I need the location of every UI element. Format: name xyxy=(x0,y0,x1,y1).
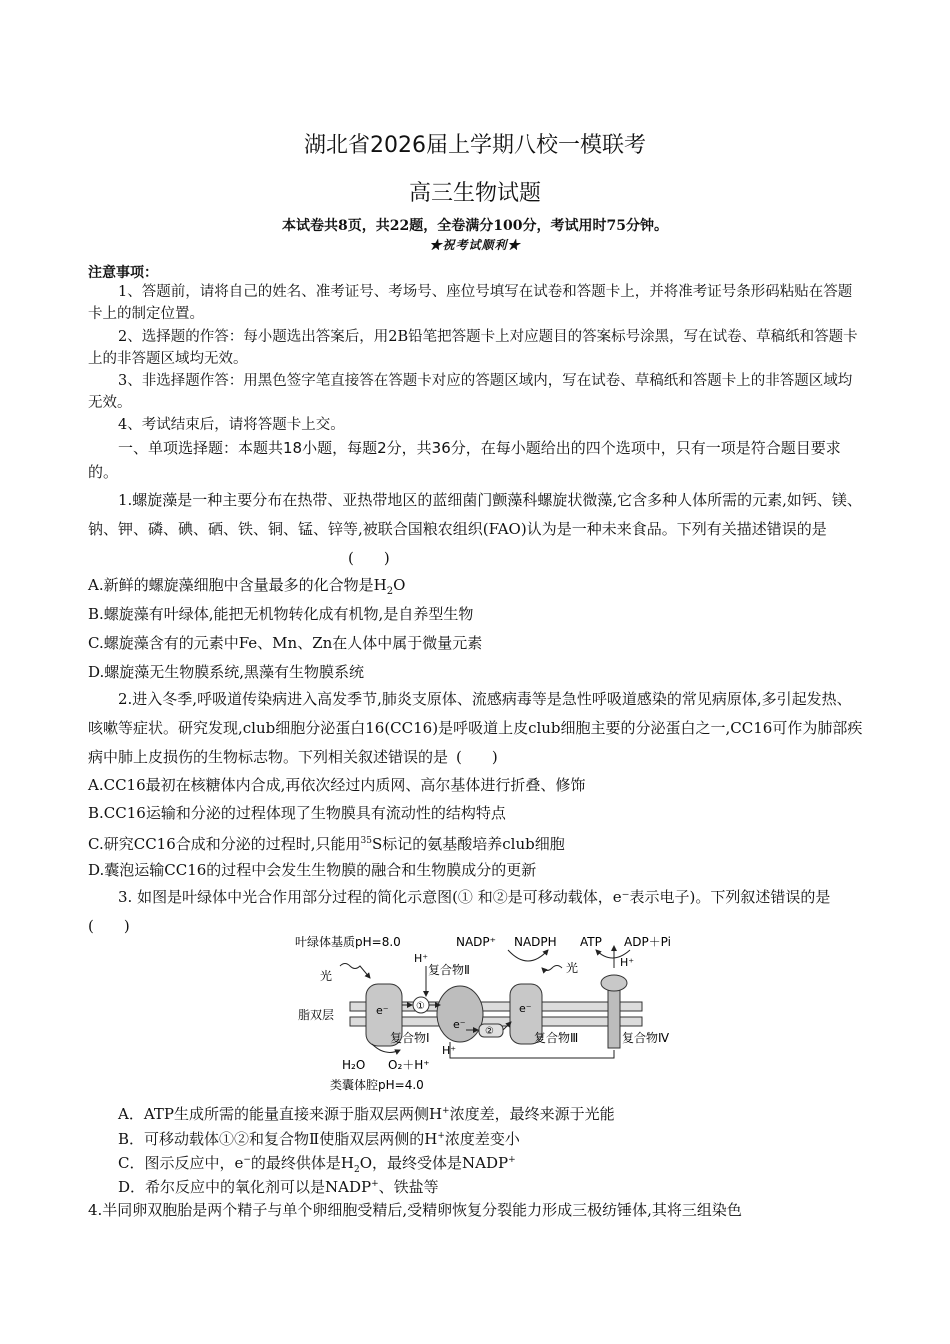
carrier-2-label: ② xyxy=(485,1026,494,1037)
question-2-stem xyxy=(88,685,863,772)
q1-option-a: A.新鲜的螺旋藻细胞中含量最多的化合物是$H_2O$ xyxy=(88,576,406,597)
section-text: 本题共18小题，每题2分，共36分，在每小题给出的四个选项中，只有一项是符合题目要求的。 xyxy=(88,439,841,481)
nadph-label: NADPH xyxy=(514,935,557,949)
complex-4-label: 复合物Ⅳ xyxy=(622,1031,670,1045)
good-luck-line: ★祝考试顺利★ xyxy=(429,238,521,252)
note-item-2: 2、选择题的作答：每小题选出答案后，用2B铅笔把答题卡上对应题目的答案标号涂黑，写在试卷、草稿纸和答题卡上的非答题区域均无效。 xyxy=(88,329,858,367)
q3-option-c: C．图示反应中，e−的最终供体是$H_2O$，最终受体是NADP+ xyxy=(118,1154,516,1175)
question-3-stem: 3. 如图是叶绿体中光合作用部分过程的简化示意图(① 和②是可移动载体，e⁻表示电子)。下列叙述错误的是( ) xyxy=(88,888,831,935)
complex-1-label: 复合物Ⅰ xyxy=(390,1031,430,1045)
section-heading xyxy=(88,436,863,484)
carrier-1-label: ① xyxy=(416,1001,425,1012)
proton-label-lumen: H⁺ xyxy=(442,1044,457,1057)
electron-label-3: e⁻ xyxy=(519,1002,532,1015)
q1-option-c: C.螺旋藻含有的元素中Fe、Mn、Zn在人体中属于微量元素 xyxy=(88,634,483,652)
question-1-stem xyxy=(88,486,863,573)
nadp-label: NADP⁺ xyxy=(456,935,496,949)
answer-paren-1: ( ) xyxy=(348,549,390,567)
stroma-label: 叶绿体基质pH=8.0 xyxy=(295,935,401,949)
exam-title: 湖北省2026届上学期八校一模联考 xyxy=(304,133,646,158)
complex-2-shape xyxy=(437,986,483,1042)
notes-title: 注意事项： xyxy=(88,265,158,281)
q2-option-c: C.研究CC16合成和分泌的过程时,只能用$^{35}$S标记的氨基酸培养club细胞 xyxy=(88,835,565,853)
light-arrow-1 xyxy=(340,964,370,979)
q1-option-b: B.螺旋藻有叶绿体,能把无机物转化成有机物,是自养型生物 xyxy=(88,605,474,623)
light-arrow-2 xyxy=(542,966,562,971)
q2-option-a: A.CC16最初在核糖体内合成,再依次经过内质网、高尔基体进行折叠、修饰 xyxy=(88,776,586,794)
light-label-1: 光 xyxy=(320,969,333,983)
q1-option-d: D.螺旋藻无生物膜系统,黑藻有生物膜系统 xyxy=(88,663,365,681)
exam-subtitle: 高三生物试题 xyxy=(408,181,541,206)
proton-label-top: H⁺ xyxy=(414,952,429,965)
exam-meta: 本试卷共8页，共22题，全卷满分100分，考试用时75分钟。 xyxy=(282,218,668,234)
electron-label-1: e⁻ xyxy=(376,1004,389,1017)
question-4-stem: 4.半同卵双胞胎是两个精子与单个卵细胞受精后,受精卵恢复分裂能力形成三极纺锤体,其将三组染色 xyxy=(88,1201,742,1219)
complex-3-label: 复合物Ⅲ xyxy=(534,1031,579,1045)
electron-label-2: e⁻ xyxy=(453,1018,466,1031)
photosynthesis-diagram xyxy=(290,932,690,1094)
question-2-text: 2.进入冬季,呼吸道传染病进入高发季节,肺炎支原体、流感病毒等是急性呼吸道感染的常见病原体,多引起发热、咳嗽等症状。研究发现,club细胞分泌蛋白16(CC16)是呼吸道上皮club细胞主要的分泌蛋白之一,CC16可作为肺部疾病中肺上皮损伤的生物标志物。下列相关叙述错误的是 xyxy=(88,690,863,766)
q3-option-d: D．希尔反应中的氧化剂可以是NADP+、铁盐等 xyxy=(118,1178,439,1196)
q3-option-a: A．ATP生成所需的能量直接来源于脂双层两侧H+浓度差，最终来源于光能 xyxy=(118,1105,615,1123)
water-label: H₂O xyxy=(342,1058,366,1072)
complex-4-stalk xyxy=(608,990,620,1048)
section-label: 一、单项选择题： xyxy=(118,439,239,457)
q2-option-d: D.囊泡运输CC16的过程中会发生生物膜的融合和生物膜成分的更新 xyxy=(88,861,537,879)
q2-option-b: B.CC16运输和分泌的过程体现了生物膜具有流动性的结构特点 xyxy=(88,804,506,822)
proton-label-atp: H⁺ xyxy=(620,956,635,969)
q3-option-b: B．可移动载体①②和复合物Ⅱ使脂双层两侧的H+浓度差变小 xyxy=(118,1130,520,1148)
lumen-label: 类囊体腔pH=4.0 xyxy=(330,1078,424,1092)
adp-label: ADP＋Pi xyxy=(624,935,671,949)
complex-2-label: 复合物Ⅱ xyxy=(428,963,470,977)
note-item-3: 3、非选择题作答：用黑色签字笔直接答在答题卡对应的答题区域内，写在试卷、草稿纸和答题卡上的非答题区域均无效。 xyxy=(88,373,853,411)
nadp-reduction-arrow xyxy=(508,950,548,961)
note-item-1: 1、答题前，请将自己的姓名、准考证号、考场号、座位号填写在试卷和答题卡上，并将准考证号条形码粘贴在答题卡上的制定位置。 xyxy=(88,284,853,322)
oxygen-label: O₂＋H⁺ xyxy=(388,1058,430,1072)
light-label-2: 光 xyxy=(566,961,579,975)
membrane-label: 脂双层 xyxy=(298,1008,335,1022)
note-item-4: 4、考试结束后，请将答题卡上交。 xyxy=(118,417,345,433)
answer-paren-2: ( ) xyxy=(456,748,498,766)
atp-label: ATP xyxy=(580,935,602,949)
question-1-text: 1.螺旋藻是一种主要分布在热带、亚热带地区的蓝细菌门颤藻科螺旋状微藻,它含多种人体所需的元素,如钙、镁、钠、钾、磷、碘、硒、铁、铜、锰、锌等,被联合国粮农组织(FAO)认为是一种未来食品。下列有关描述错误的是 xyxy=(88,491,862,538)
complex-4-head xyxy=(601,975,627,991)
